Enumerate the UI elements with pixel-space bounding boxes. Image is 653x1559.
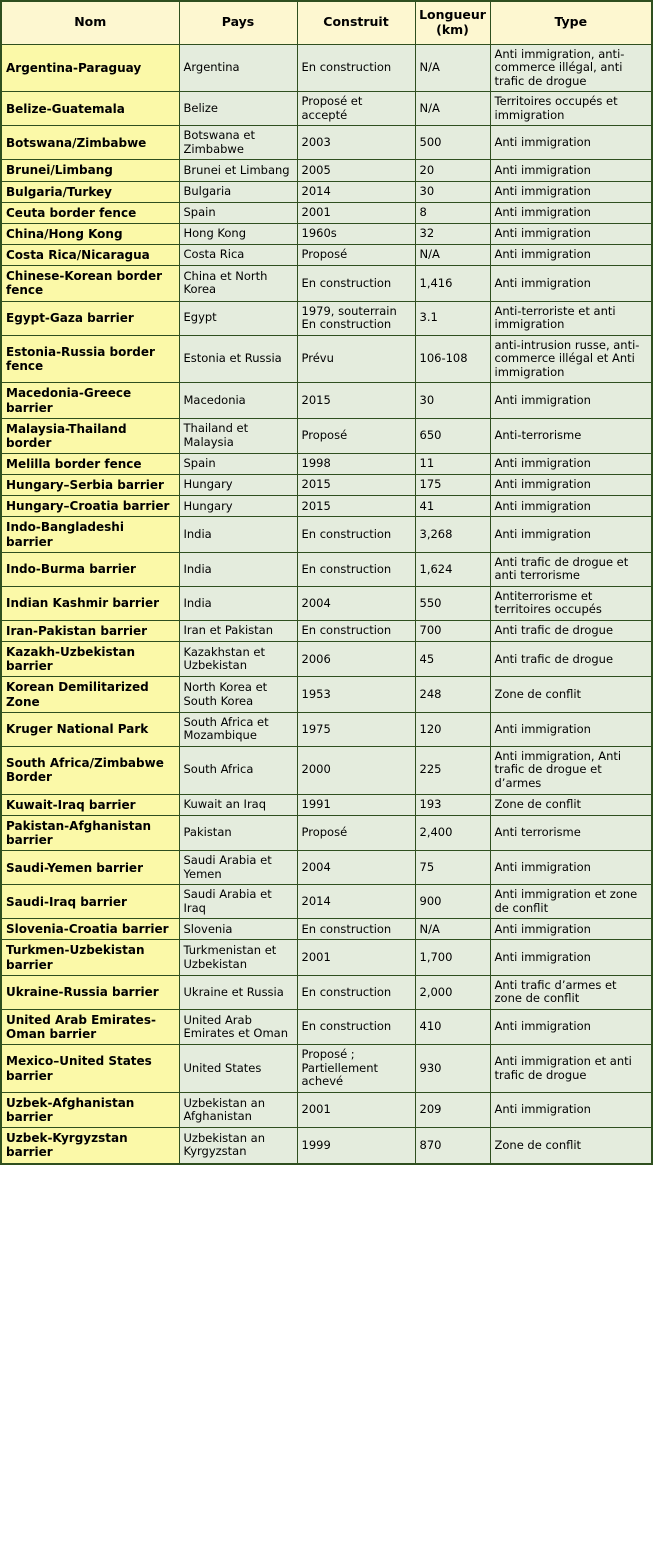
cell-type: Anti immigration bbox=[490, 475, 652, 496]
cell-type: Anti immigration bbox=[490, 181, 652, 202]
cell-type: Anti trafic de drogue et anti terrorisme bbox=[490, 552, 652, 586]
cell-construit: Proposé bbox=[297, 245, 415, 266]
cell-longueur: 248 bbox=[415, 677, 490, 712]
cell-construit: 2015 bbox=[297, 383, 415, 418]
cell-construit: 2015 bbox=[297, 475, 415, 496]
cell-nom: China/Hong Kong bbox=[1, 223, 179, 244]
cell-construit: 1960s bbox=[297, 223, 415, 244]
cell-pays: Spain bbox=[179, 453, 297, 474]
cell-type: Anti immigration bbox=[490, 919, 652, 940]
cell-longueur: 410 bbox=[415, 1009, 490, 1044]
cell-construit: Prévu bbox=[297, 335, 415, 383]
cell-construit: 1975 bbox=[297, 712, 415, 746]
cell-longueur: 3,268 bbox=[415, 517, 490, 552]
table-row bbox=[1, 552, 652, 586]
cell-nom: Estonia-Russia border fence bbox=[1, 335, 179, 383]
cell-type: Antiterrorisme et territoires occupés bbox=[490, 586, 652, 620]
cell-longueur: 41 bbox=[415, 496, 490, 517]
cell-longueur: N/A bbox=[415, 92, 490, 126]
cell-longueur: 1,416 bbox=[415, 266, 490, 301]
cell-construit: 2001 bbox=[297, 1092, 415, 1127]
cell-nom: Kruger National Park bbox=[1, 712, 179, 746]
table-row bbox=[1, 677, 652, 712]
cell-longueur: N/A bbox=[415, 44, 490, 92]
cell-type: Anti immigration bbox=[490, 496, 652, 517]
cell-type: Anti immigration bbox=[490, 160, 652, 181]
cell-nom: Indian Kashmir barrier bbox=[1, 586, 179, 620]
cell-longueur: 75 bbox=[415, 851, 490, 885]
cell-nom: Argentina-Paraguay bbox=[1, 44, 179, 92]
table-row bbox=[1, 92, 652, 126]
cell-construit: 2003 bbox=[297, 126, 415, 160]
table-row bbox=[1, 301, 652, 335]
table-row bbox=[1, 517, 652, 552]
cell-nom: Indo-Bangladeshi barrier bbox=[1, 517, 179, 552]
cell-pays: India bbox=[179, 586, 297, 620]
cell-type: Anti immigration bbox=[490, 266, 652, 301]
cell-type: Anti immigration bbox=[490, 1092, 652, 1127]
cell-nom: Botswana/Zimbabwe bbox=[1, 126, 179, 160]
cell-nom: Saudi-Yemen barrier bbox=[1, 851, 179, 885]
cell-longueur: 900 bbox=[415, 885, 490, 919]
cell-construit: Proposé ; Partiellement achevé bbox=[297, 1045, 415, 1093]
cell-type: Anti immigration bbox=[490, 223, 652, 244]
cell-type: Anti immigration bbox=[490, 126, 652, 160]
cell-nom: Slovenia-Croatia barrier bbox=[1, 919, 179, 940]
cell-nom: Mexico–United States barrier bbox=[1, 1045, 179, 1093]
cell-construit: 2000 bbox=[297, 746, 415, 794]
table-row bbox=[1, 746, 652, 794]
table-row bbox=[1, 383, 652, 418]
cell-type: Anti immigration bbox=[490, 851, 652, 885]
cell-construit: 1991 bbox=[297, 794, 415, 815]
table-row bbox=[1, 181, 652, 202]
cell-type: Anti immigration bbox=[490, 712, 652, 746]
cell-pays: Botswana et Zimbabwe bbox=[179, 126, 297, 160]
table-row bbox=[1, 160, 652, 181]
cell-longueur: N/A bbox=[415, 919, 490, 940]
cell-pays: South Africa et Mozambique bbox=[179, 712, 297, 746]
cell-pays: Kazakhstan et Uzbekistan bbox=[179, 642, 297, 677]
cell-type: anti-intrusion russe, anti-commerce illégal et Anti immigration bbox=[490, 335, 652, 383]
cell-pays: Bulgaria bbox=[179, 181, 297, 202]
cell-construit: En construction bbox=[297, 44, 415, 92]
cell-longueur: 30 bbox=[415, 181, 490, 202]
cell-type: Zone de conflit bbox=[490, 677, 652, 712]
cell-nom: United Arab Emirates-Oman barrier bbox=[1, 1009, 179, 1044]
cell-construit: Proposé et accepté bbox=[297, 92, 415, 126]
cell-pays: Egypt bbox=[179, 301, 297, 335]
cell-nom: Hungary–Croatia barrier bbox=[1, 496, 179, 517]
cell-longueur: 2,400 bbox=[415, 815, 490, 850]
cell-nom: Egypt-Gaza barrier bbox=[1, 301, 179, 335]
cell-longueur: 209 bbox=[415, 1092, 490, 1127]
cell-construit: 2014 bbox=[297, 181, 415, 202]
cell-pays: Pakistan bbox=[179, 815, 297, 850]
cell-type: Anti immigration et anti trafic de drogue bbox=[490, 1045, 652, 1093]
cell-construit: 1998 bbox=[297, 453, 415, 474]
column-header-nom: Nom bbox=[1, 1, 179, 44]
table-row bbox=[1, 44, 652, 92]
table-row bbox=[1, 940, 652, 975]
table-row bbox=[1, 712, 652, 746]
table-row bbox=[1, 223, 652, 244]
table-row bbox=[1, 794, 652, 815]
cell-type: Territoires occupés et immigration bbox=[490, 92, 652, 126]
cell-longueur: 106-108 bbox=[415, 335, 490, 383]
cell-nom: Pakistan-Afghanistan barrier bbox=[1, 815, 179, 850]
cell-type: Anti immigration bbox=[490, 383, 652, 418]
cell-nom: Turkmen-Uzbekistan barrier bbox=[1, 940, 179, 975]
cell-longueur: 175 bbox=[415, 475, 490, 496]
cell-type: Anti immigration bbox=[490, 453, 652, 474]
cell-pays: Iran et Pakistan bbox=[179, 621, 297, 642]
cell-longueur: 3.1 bbox=[415, 301, 490, 335]
table-row bbox=[1, 266, 652, 301]
cell-nom: Korean Demilitarized Zone bbox=[1, 677, 179, 712]
cell-construit: En construction bbox=[297, 517, 415, 552]
cell-pays: Hungary bbox=[179, 496, 297, 517]
table-row bbox=[1, 642, 652, 677]
table-row bbox=[1, 245, 652, 266]
cell-longueur: 550 bbox=[415, 586, 490, 620]
cell-pays: South Africa bbox=[179, 746, 297, 794]
cell-construit: En construction bbox=[297, 552, 415, 586]
cell-construit: En construction bbox=[297, 975, 415, 1009]
cell-nom: Bulgaria/Turkey bbox=[1, 181, 179, 202]
cell-longueur: 193 bbox=[415, 794, 490, 815]
column-header-construit: Construit bbox=[297, 1, 415, 44]
cell-construit: Proposé bbox=[297, 815, 415, 850]
table-row bbox=[1, 453, 652, 474]
cell-type: Zone de conflit bbox=[490, 794, 652, 815]
cell-pays: Hungary bbox=[179, 475, 297, 496]
table-row bbox=[1, 885, 652, 919]
cell-nom: Kuwait-Iraq barrier bbox=[1, 794, 179, 815]
cell-longueur: N/A bbox=[415, 245, 490, 266]
cell-longueur: 45 bbox=[415, 642, 490, 677]
cell-construit: 2005 bbox=[297, 160, 415, 181]
cell-type: Anti immigration bbox=[490, 202, 652, 223]
cell-construit: Proposé bbox=[297, 418, 415, 453]
table-row bbox=[1, 126, 652, 160]
cell-pays: Kuwait an Iraq bbox=[179, 794, 297, 815]
cell-construit: 2001 bbox=[297, 202, 415, 223]
cell-nom: Melilla border fence bbox=[1, 453, 179, 474]
cell-type: Anti immigration et zone de conflit bbox=[490, 885, 652, 919]
cell-longueur: 500 bbox=[415, 126, 490, 160]
table-row bbox=[1, 621, 652, 642]
cell-longueur: 700 bbox=[415, 621, 490, 642]
table-row bbox=[1, 202, 652, 223]
table-row bbox=[1, 496, 652, 517]
cell-pays: Turkmenistan et Uzbekistan bbox=[179, 940, 297, 975]
cell-nom: Macedonia-Greece barrier bbox=[1, 383, 179, 418]
cell-pays: North Korea et South Korea bbox=[179, 677, 297, 712]
cell-nom: Uzbek-Afghanistan barrier bbox=[1, 1092, 179, 1127]
cell-pays: Ukraine et Russia bbox=[179, 975, 297, 1009]
cell-nom: South Africa/Zimbabwe Border bbox=[1, 746, 179, 794]
table-row bbox=[1, 975, 652, 1009]
cell-longueur: 870 bbox=[415, 1128, 490, 1164]
cell-pays: Estonia et Russia bbox=[179, 335, 297, 383]
table-row bbox=[1, 851, 652, 885]
cell-longueur: 8 bbox=[415, 202, 490, 223]
cell-longueur: 32 bbox=[415, 223, 490, 244]
cell-pays: Brunei et Limbang bbox=[179, 160, 297, 181]
cell-type: Anti trafic d’armes et zone de conflit bbox=[490, 975, 652, 1009]
cell-nom: Ceuta border fence bbox=[1, 202, 179, 223]
cell-nom: Indo-Burma barrier bbox=[1, 552, 179, 586]
cell-type: Anti immigration bbox=[490, 940, 652, 975]
cell-construit: 1953 bbox=[297, 677, 415, 712]
cell-nom: Ukraine-Russia barrier bbox=[1, 975, 179, 1009]
cell-pays: India bbox=[179, 552, 297, 586]
cell-longueur: 225 bbox=[415, 746, 490, 794]
table-header-row bbox=[1, 1, 652, 44]
cell-construit: 2015 bbox=[297, 496, 415, 517]
cell-type: Anti trafic de drogue bbox=[490, 621, 652, 642]
cell-pays: India bbox=[179, 517, 297, 552]
cell-type: Anti immigration, Anti trafic de drogue et d’armes bbox=[490, 746, 652, 794]
cell-construit: 2014 bbox=[297, 885, 415, 919]
cell-nom: Iran-Pakistan barrier bbox=[1, 621, 179, 642]
cell-pays: Belize bbox=[179, 92, 297, 126]
column-header-pays: Pays bbox=[179, 1, 297, 44]
cell-type: Anti immigration bbox=[490, 245, 652, 266]
table-row bbox=[1, 815, 652, 850]
cell-nom: Brunei/Limbang bbox=[1, 160, 179, 181]
cell-type: Anti immigration bbox=[490, 517, 652, 552]
cell-nom: Costa Rica/Nicaragua bbox=[1, 245, 179, 266]
table-row bbox=[1, 1092, 652, 1127]
column-header-type: Type bbox=[490, 1, 652, 44]
cell-construit: En construction bbox=[297, 919, 415, 940]
table-header bbox=[1, 1, 652, 44]
cell-pays: United States bbox=[179, 1045, 297, 1093]
cell-type: Anti trafic de drogue bbox=[490, 642, 652, 677]
cell-longueur: 1,700 bbox=[415, 940, 490, 975]
cell-longueur: 20 bbox=[415, 160, 490, 181]
cell-construit: 2004 bbox=[297, 851, 415, 885]
cell-pays: Spain bbox=[179, 202, 297, 223]
cell-type: Anti immigration, anti-commerce illégal, anti trafic de drogue bbox=[490, 44, 652, 92]
cell-pays: Costa Rica bbox=[179, 245, 297, 266]
cell-nom: Hungary–Serbia barrier bbox=[1, 475, 179, 496]
cell-pays: Macedonia bbox=[179, 383, 297, 418]
table-row bbox=[1, 1009, 652, 1044]
table-body bbox=[1, 44, 652, 1164]
cell-construit: 2006 bbox=[297, 642, 415, 677]
column-header-longueur: Longueur (km) bbox=[415, 1, 490, 44]
cell-pays: Hong Kong bbox=[179, 223, 297, 244]
cell-type: Zone de conflit bbox=[490, 1128, 652, 1164]
cell-nom: Saudi-Iraq barrier bbox=[1, 885, 179, 919]
cell-type: Anti immigration bbox=[490, 1009, 652, 1044]
cell-longueur: 11 bbox=[415, 453, 490, 474]
cell-type: Anti-terroriste et anti immigration bbox=[490, 301, 652, 335]
cell-pays: Thailand et Malaysia bbox=[179, 418, 297, 453]
cell-pays: Uzbekistan an Afghanistan bbox=[179, 1092, 297, 1127]
cell-pays: Argentina bbox=[179, 44, 297, 92]
table-row bbox=[1, 919, 652, 940]
cell-pays: United Arab Emirates et Oman bbox=[179, 1009, 297, 1044]
cell-construit: 2004 bbox=[297, 586, 415, 620]
cell-longueur: 30 bbox=[415, 383, 490, 418]
cell-construit: En construction bbox=[297, 621, 415, 642]
table-row bbox=[1, 1128, 652, 1164]
table-row bbox=[1, 335, 652, 383]
cell-longueur: 650 bbox=[415, 418, 490, 453]
cell-pays: Saudi Arabia et Iraq bbox=[179, 885, 297, 919]
cell-construit: En construction bbox=[297, 1009, 415, 1044]
cell-longueur: 930 bbox=[415, 1045, 490, 1093]
cell-type: Anti-terrorisme bbox=[490, 418, 652, 453]
cell-nom: Uzbek-Kyrgyzstan barrier bbox=[1, 1128, 179, 1164]
cell-construit: En construction bbox=[297, 266, 415, 301]
table-row bbox=[1, 475, 652, 496]
cell-longueur: 2,000 bbox=[415, 975, 490, 1009]
cell-pays: Uzbekistan an Kyrgyzstan bbox=[179, 1128, 297, 1164]
cell-pays: Slovenia bbox=[179, 919, 297, 940]
cell-construit: 2001 bbox=[297, 940, 415, 975]
cell-longueur: 1,624 bbox=[415, 552, 490, 586]
cell-construit: 1999 bbox=[297, 1128, 415, 1164]
cell-construit: 1979, souterrain En construction bbox=[297, 301, 415, 335]
table-row bbox=[1, 418, 652, 453]
cell-pays: Saudi Arabia et Yemen bbox=[179, 851, 297, 885]
cell-nom: Belize-Guatemala bbox=[1, 92, 179, 126]
table-row bbox=[1, 586, 652, 620]
cell-pays: China et North Korea bbox=[179, 266, 297, 301]
cell-nom: Chinese-Korean border fence bbox=[1, 266, 179, 301]
cell-nom: Malaysia-Thailand border bbox=[1, 418, 179, 453]
table-row bbox=[1, 1045, 652, 1093]
cell-longueur: 120 bbox=[415, 712, 490, 746]
cell-nom: Kazakh-Uzbekistan barrier bbox=[1, 642, 179, 677]
cell-type: Anti terrorisme bbox=[490, 815, 652, 850]
